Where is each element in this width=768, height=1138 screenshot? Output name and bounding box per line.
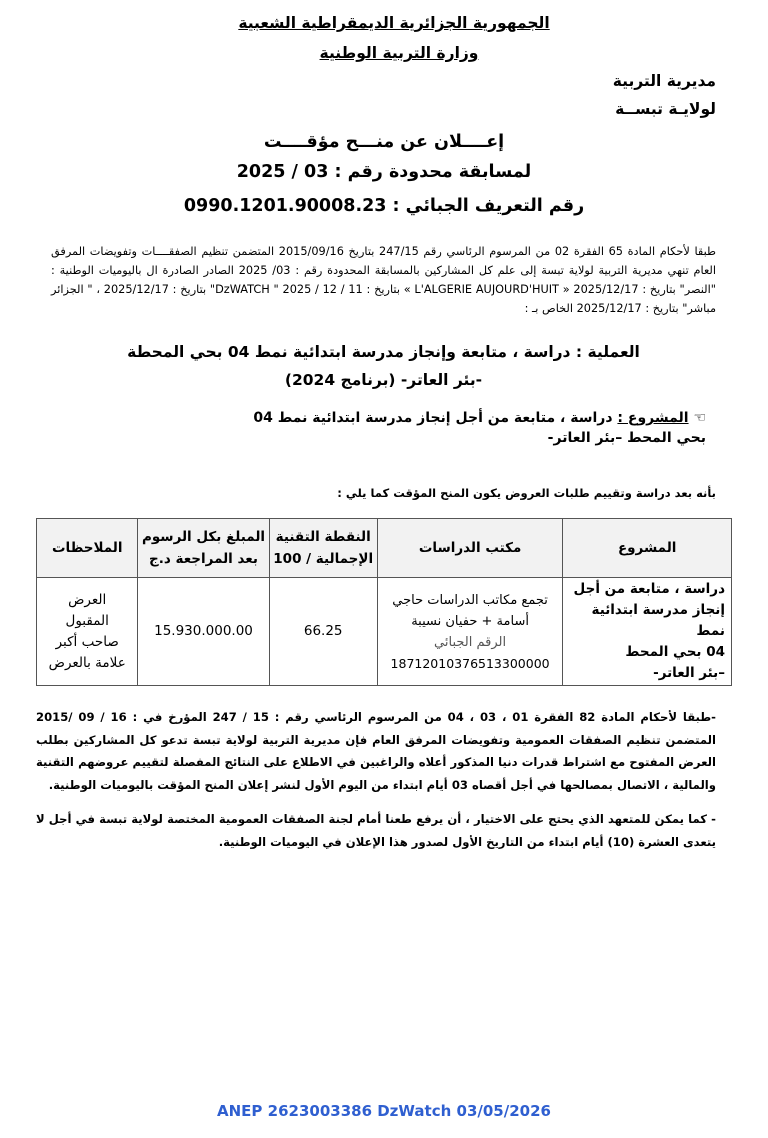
footer-reference: ANEP 2623003386 DzWatch 03/05/2026	[217, 1102, 551, 1120]
header-score	[269, 519, 377, 578]
cell-project-line4: –بئر العاتر-	[653, 665, 725, 681]
directorate-line1: مديرية التربية	[612, 72, 716, 90]
results-table	[36, 518, 732, 686]
project-block	[66, 408, 706, 448]
operation-line2: -بئر العاتر- (برنامج 2024)	[284, 371, 483, 389]
cell-notes	[37, 578, 138, 686]
cell-notes-line4: علامة بالعرض	[48, 654, 126, 671]
cell-notes-line2: المقبول	[65, 612, 109, 629]
cell-project-line3: 04 بحي المحط	[625, 644, 725, 660]
directorate-line2: لولايـة تبســة	[615, 100, 716, 118]
operation-line1: العملية : دراسة ، متابعة وإنجاز مدرسة ابتدائية نمط 04 بحي المحطة	[127, 343, 640, 361]
table-header-row	[37, 519, 732, 578]
intro-text: بأنه بعد دراسة وتقييم طلبات العروض يكون المنح المؤقت كما يلي :	[337, 486, 716, 500]
header-amount-line1: المبلغ بكل الرسوم	[141, 529, 266, 545]
cell-notes-line1: العرض	[68, 591, 107, 608]
pointing-hand-icon: ☜	[693, 410, 706, 426]
header-amount-line2: بعد المراجعة د.ج	[149, 551, 258, 567]
competition-number: لمسابقة محدودة رقم : 03 / 2025	[236, 162, 532, 182]
project-text: دراسة ، متابعة من أجل إنجاز مدرسة ابتدائية نمط 04	[253, 410, 613, 426]
ministry-title: وزارة التربية الوطنية	[319, 44, 479, 62]
project-line2: بحي المحط –بئر العاتر-	[547, 430, 706, 446]
cell-score: 66.25	[269, 578, 377, 686]
cell-project-line2: إنجاز مدرسة ابتدائية نمط	[591, 602, 725, 639]
header-score-line1: النقطة التقنية	[275, 529, 371, 545]
cell-project	[563, 578, 732, 686]
header-office: مكتب الدراسات	[377, 519, 563, 578]
project-label: المشروع :	[617, 410, 689, 426]
tax-id: رقم التعريف الجبائي : 0990.1201.90008.23	[183, 196, 585, 216]
cell-project-line1: دراسة ، متابعة من أجل	[573, 581, 725, 597]
project-line1	[66, 408, 706, 428]
closing-paragraph-2: - كما يمكن للمتعهد الذي يحتج على الاختيار ، أن يرفع طعنا أمام لجنة الصفقات العمومية المختصة لولاية تبسة في أجل لا يتعدى العشرة (10) أيام ابتداء من التاريخ الأول لصدور هذا الإعلان في اليوميات الوطنية.	[36, 812, 716, 849]
header-notes: الملاحظات	[37, 519, 138, 578]
table-row	[37, 578, 732, 686]
cell-office	[377, 578, 563, 686]
cell-office-id: 18712010376513300000	[390, 655, 550, 671]
cell-notes-line3: صاحب أكبر	[55, 633, 119, 650]
header-project: المشروع	[563, 519, 732, 578]
header-score-line2: الإجمالية / 100	[273, 551, 374, 567]
preamble-paragraph: طبقا لأحكام المادة 65 الفقرة 02 من المرسوم الرئاسي رقم 247/15 بتاريخ 2015/09/16 المتضمن تنظيم الصفقــــات وتفويضات المرفق العام تنهي مديرية التربية لولاية تبسة إلى علم كل المشاركين بالمسابقة المحدودة رقم : 03/ 2025 الصادر الصادرة ال باليوميات الوطنية : "النصر" بتاريخ : 2025/12/17 « L'ALGERIE AUJOURD'HUIT » بتاريخ : 11 / 12 / 2025 " DzWATCH" بتاريخ : 2025/12/17 ، " الجزائر مباشر" بتاريخ : 2025/12/17 الخاص بـ :	[51, 245, 717, 315]
cell-office-line1: تجمع مكاتب الدراسات حاجي	[392, 592, 548, 608]
header-amount	[138, 519, 269, 578]
cell-office-line2: أسامة + حفيان نسيبة	[411, 613, 529, 629]
announcement-title: إعــــلان عن منـــح مؤقــــت	[263, 132, 505, 152]
cell-amount: 15.930.000.00	[138, 578, 269, 686]
operation-title	[51, 338, 716, 394]
closing-paragraph-1: -طبقا لأحكام المادة 82 الفقرة 01 ، 03 ، 04 من المرسوم الرئاسي رقم : 15 / 247 المؤرخ في : 16 / 09 /2015 المتضمن تنظيم الصفقات العمومية وتفويضات المرفق العام فإن مديرية التربية لولاية تبسة تدعو كل المشاركين بطلب العرض المفتوح مع اشتراط قدرات دنيا المذكور أعلاه والراغبين في الاطلاع على النتائج المفصلة لتقييم عروضهم التقنية والمالية ، الاتصال بمصالحها في أجل أقصاه 03 أيام ابتداء من اليوم الأول لنشر إعلان المنح المؤقت باليوميات الوطنية.	[36, 710, 716, 792]
republic-title: الجمهورية الجزائرية الديمقراطية الشعبية	[238, 14, 550, 32]
cell-office-id-label: الرقم الجبائي	[434, 634, 507, 650]
